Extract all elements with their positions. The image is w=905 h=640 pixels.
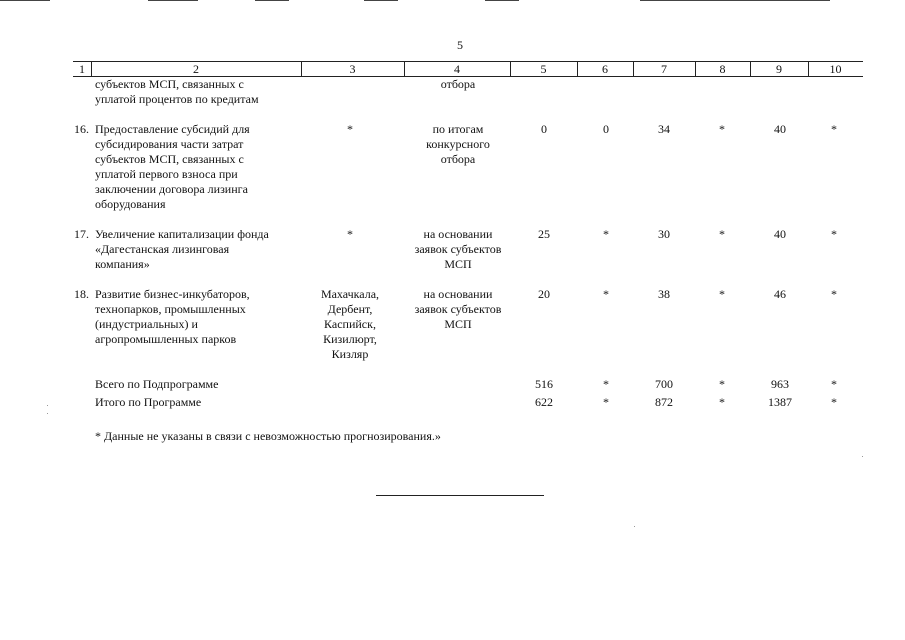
total-label: Всего по Подпрограмме [95,377,219,391]
row-name-line: Развитие бизнес-инкубаторов, [95,287,250,301]
value-col-6: * [603,395,609,409]
value-col-8: * [719,395,725,409]
column-header: 1 [79,62,85,76]
column-header: 8 [719,62,726,76]
row-basis-line: МСП [444,257,472,271]
row-name-line: Предоставление субсидий для [95,122,250,136]
value-col-9: 40 [774,122,786,136]
scan-speck [634,526,635,527]
value-col-7: 34 [658,122,670,136]
value-col-6: * [603,377,609,391]
row-basis-line: на основании [423,287,493,301]
row-basis-line: по итогам [432,122,484,136]
row-location-line: * [347,227,353,241]
value-col-10: * [831,287,837,301]
scan-line [255,0,289,1]
row-name-line: агропромышленных парков [95,332,237,346]
scan-speck [47,413,48,414]
value-col-7: 700 [655,377,673,391]
value-col-5: 20 [538,287,550,301]
scan-line [640,0,830,1]
row-basis-line: на основании [423,227,493,241]
row-name-line: уплатой первого взноса при [95,167,238,181]
row-basis-line: МСП [444,317,472,331]
row-basis-line: заявок субъектов [414,242,502,256]
column-header: 7 [661,62,667,76]
row-number: 18. [74,287,89,301]
scan-line [364,0,398,1]
value-col-8: * [719,227,725,241]
value-col-5: 0 [541,122,547,136]
value-col-8: * [719,377,725,391]
value-col-6: * [603,287,609,301]
closing-divider [376,495,544,496]
column-header: 10 [829,62,842,76]
column-header: 9 [776,62,782,76]
value-col-8: * [719,122,725,136]
value-col-9: 46 [774,287,786,301]
row-location-line: Кизилюрт, [323,332,377,346]
scan-speck [47,405,48,406]
row-name-line: компания» [95,257,150,271]
row-location-line: Каспийск, [324,317,376,331]
row-basis-line: отбора [440,152,476,166]
row-name-line: субъектов МСП, связанных с [95,152,244,166]
scan-line [0,0,50,1]
value-col-9: 40 [774,227,786,241]
value-col-5: 622 [535,395,553,409]
value-col-10: * [831,395,837,409]
row-name-line: оборудования [95,197,166,211]
column-header: 4 [454,62,460,76]
value-col-9: 1387 [768,395,792,409]
row-basis-line: заявок субъектов [414,302,502,316]
page-number: 5 [457,38,463,52]
column-header: 5 [540,62,547,76]
row-name-line: субъектов МСП, связанных с [95,77,244,91]
scan-line [485,0,519,1]
value-col-10: * [831,227,837,241]
row-name-line: Увеличение капитализации фонда [95,227,269,241]
value-col-7: 872 [655,395,673,409]
row-location-line: Кизляр [331,347,369,361]
column-header: 2 [193,62,199,76]
row-basis-line: отбора [440,77,476,91]
row-name-line: (индустриальных) и [95,317,198,331]
row-location-line: Махачкала, [320,287,380,301]
row-location-line: Дербент, [327,302,373,316]
column-header: 3 [349,62,356,76]
footnote: * Данные не указаны в связи с невозможностью прогнозирования.» [95,429,441,443]
column-header: 6 [602,62,608,76]
total-label: Итого по Программе [95,395,202,409]
column-header-row [73,61,863,77]
value-col-10: * [831,122,837,136]
value-col-5: 25 [538,227,550,241]
row-name-line: технопарков, промышленных [95,302,246,316]
value-col-6: * [603,227,609,241]
row-name-line: уплатой процентов по кредитам [95,92,259,106]
scan-line [148,0,198,1]
value-col-7: 38 [658,287,670,301]
row-name-line: «Дагестанская лизинговая [95,242,230,256]
scan-speck [862,456,863,457]
row-number: 16. [74,122,89,136]
value-col-8: * [719,287,725,301]
row-name-line: заключении договора лизинга [95,182,248,196]
value-col-5: 516 [535,377,553,391]
value-col-9: 963 [771,377,789,391]
value-col-7: 30 [658,227,670,241]
value-col-10: * [831,377,837,391]
row-number: 17. [74,227,89,241]
row-basis-line: конкурсного [426,137,490,151]
row-location-line: * [347,122,353,136]
value-col-6: 0 [603,122,609,136]
row-name-line: субсидирования части затрат [95,137,244,151]
